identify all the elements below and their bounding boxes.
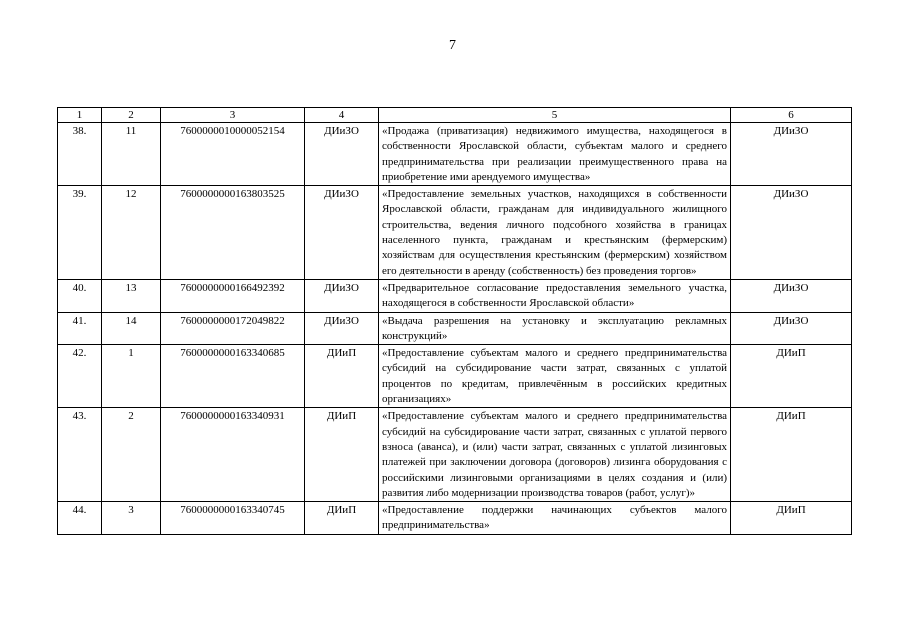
- department: ДИиЗО: [305, 123, 379, 186]
- service-code: 7600000010000052154: [161, 123, 305, 186]
- service-description: «Выдача разрешения на установку и эксплуатацию рекламных конструкций»: [379, 312, 731, 345]
- responsible: ДИиЗО: [731, 279, 852, 312]
- service-description: «Предоставление земельных участков, находящихся в собственности Ярославской области, гражданам для индивидуального жилищного строительства, ведения личного подсобного хозяйства в границах населенного пункта, гражданам и крестьянским (фермерским) хозяйствам для осуществления крестьянским (фермерским) хозяйством его деятельности в аренду (собственность) без проведения торгов»: [379, 186, 731, 280]
- service-code: 7600000000172049822: [161, 312, 305, 345]
- row-subnumber: 13: [102, 279, 161, 312]
- column-header: 6: [731, 108, 852, 123]
- row-subnumber: 12: [102, 186, 161, 280]
- page-number: 7: [449, 38, 456, 53]
- service-code: 7600000000163340685: [161, 345, 305, 408]
- row-number: 41.: [58, 312, 102, 345]
- service-description: «Предоставление поддержки начинающих субъектов малого предпринимательства»: [379, 502, 731, 535]
- table-row: [58, 312, 852, 345]
- responsible: ДИиЗО: [731, 186, 852, 280]
- column-header: 1: [58, 108, 102, 123]
- table-row: [58, 408, 852, 502]
- column-header: 5: [379, 108, 731, 123]
- responsible: ДИиЗО: [731, 123, 852, 186]
- service-description: «Предоставление субъектам малого и среднего предпринимательства субсидий на субсидирование части затрат, связанных с уплатой первого взноса (аванса), и (или) части затрат, связанных с уплатой лизинговых платежей при заключении договора (договоров) лизинга оборудования с российскими лизинговыми организациями в целях создания и (или) развития либо модернизации производства товаров (работ, услуг)»: [379, 408, 731, 502]
- table-row: [58, 186, 852, 280]
- table-row: [58, 279, 852, 312]
- column-header: 3: [161, 108, 305, 123]
- department: ДИиП: [305, 502, 379, 535]
- row-subnumber: 1: [102, 345, 161, 408]
- row-number: 38.: [58, 123, 102, 186]
- service-code: 7600000000163803525: [161, 186, 305, 280]
- row-number: 39.: [58, 186, 102, 280]
- table-row: [58, 123, 852, 186]
- services-table: [57, 107, 852, 535]
- department: ДИиП: [305, 408, 379, 502]
- row-number: 42.: [58, 345, 102, 408]
- service-code: 7600000000166492392: [161, 279, 305, 312]
- row-number: 40.: [58, 279, 102, 312]
- service-code: 7600000000163340931: [161, 408, 305, 502]
- row-subnumber: 14: [102, 312, 161, 345]
- column-header: 4: [305, 108, 379, 123]
- department: ДИиЗО: [305, 186, 379, 280]
- table-row: [58, 345, 852, 408]
- responsible: ДИиП: [731, 408, 852, 502]
- service-description: «Предварительное согласование предоставления земельного участка, находящегося в собственности Ярославской области»: [379, 279, 731, 312]
- column-header: 2: [102, 108, 161, 123]
- header-row: [58, 108, 852, 123]
- responsible: ДИиЗО: [731, 312, 852, 345]
- service-description: «Продажа (приватизация) недвижимого имущества, находящегося в собственности Ярославской области, субъектам малого и среднего предпринимательства при реализации преимущественного права на приобретение ими арендуемого имущества»: [379, 123, 731, 186]
- row-subnumber: 11: [102, 123, 161, 186]
- department: ДИиЗО: [305, 312, 379, 345]
- row-number: 44.: [58, 502, 102, 535]
- service-code: 7600000000163340745: [161, 502, 305, 535]
- table-row: [58, 502, 852, 535]
- responsible: ДИиП: [731, 345, 852, 408]
- department: ДИиП: [305, 345, 379, 408]
- row-subnumber: 3: [102, 502, 161, 535]
- service-description: «Предоставление субъектам малого и среднего предпринимательства субсидий на субсидирование части затрат, связанных с уплатой процентов по кредитам, привлечённым в российских кредитных организациях»: [379, 345, 731, 408]
- row-number: 43.: [58, 408, 102, 502]
- department: ДИиЗО: [305, 279, 379, 312]
- row-subnumber: 2: [102, 408, 161, 502]
- responsible: ДИиП: [731, 502, 852, 535]
